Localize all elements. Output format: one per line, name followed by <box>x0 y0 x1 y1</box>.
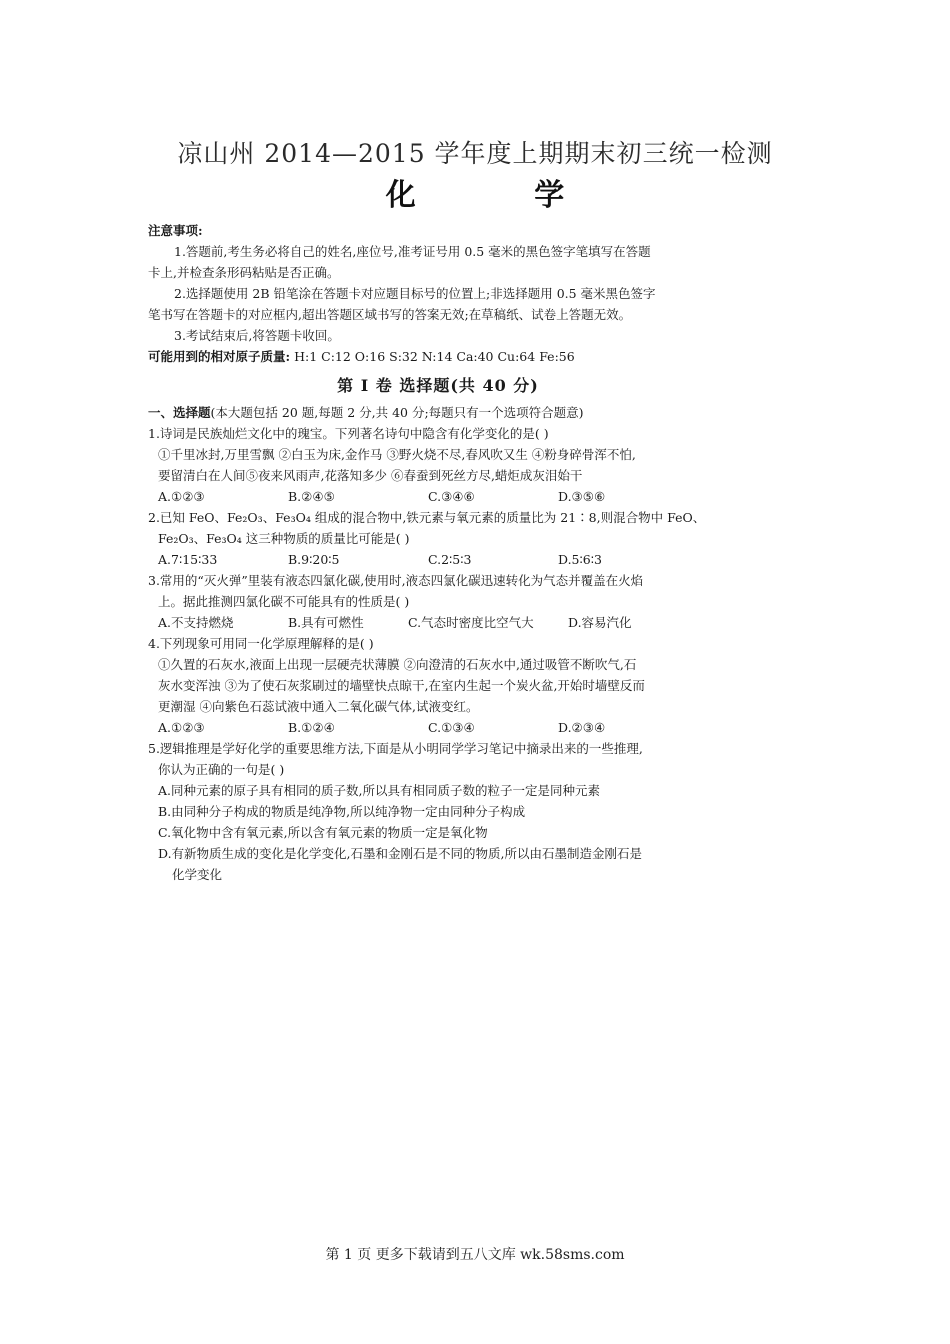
question-3-stem: 3.常用的“灭火弹”里装有液态四氯化碳,使用时,液态四氯化碳迅速转化为气态并覆盖在火焰 <box>148 573 644 588</box>
question-2-option-c: C.2∶5∶3 <box>428 552 472 567</box>
question-2-option-d: D.5∶6∶3 <box>558 552 602 567</box>
question-1 <box>148 423 728 507</box>
question-3-option-a: A.不支持燃烧 <box>158 615 234 630</box>
question-4-stem: 4.下列现象可用同一化学原理解释的是( ) <box>148 636 374 651</box>
question-3-option-d: D.容易汽化 <box>568 615 632 630</box>
page-footer: 第 1 页 更多下载请到五八文库 wk.58sms.com <box>325 1247 625 1263</box>
question-5-option-b: B.由同种分子构成的物质是纯净物,所以纯净物一定由同种分子构成 <box>158 804 526 819</box>
question-4-line-4: 更潮湿 ④向紫色石蕊试液中通入二氧化碳气体,试液变红。 <box>158 699 479 714</box>
exam-title: 凉山州 2014—2015 学年度上期期末初三统一检测 <box>177 139 773 168</box>
exam-content <box>148 220 728 885</box>
question-1-option-d: D.③⑤⑥ <box>558 489 606 504</box>
question-2-stem: 2.已知 FeO、Fe₂O₃、Fe₃O₄ 组成的混合物中,铁元素与氧元素的质量比为 21∶8,则混合物中 FeO、 <box>148 510 706 525</box>
question-4-option-c: C.①③④ <box>428 720 475 735</box>
question-3-line-2: 上。据此推测四氯化碳不可能具有的性质是( ) <box>158 594 410 609</box>
question-5-option-a: A.同种元素的原子具有相同的质子数,所以具有相同质子数的粒子一定是同种元素 <box>158 783 600 798</box>
question-5-option-c: C.氧化物中含有氧元素,所以含有氧元素的物质一定是氧化物 <box>158 825 488 840</box>
question-2 <box>148 507 728 570</box>
question-2-line-2: Fe₂O₃、Fe₃O₄ 这三种物质的质量比可能是( ) <box>158 531 410 546</box>
question-2-options <box>148 549 728 570</box>
question-1-options <box>148 486 728 507</box>
notice-item-3: 3.考试结束后,将答题卡收回。 <box>174 328 340 343</box>
question-4-options <box>148 717 728 738</box>
notice-item-1-line-1: 1.答题前,考生务必将自己的姓名,座位号,准考证号用 0.5 毫米的黑色签字笔填写在答题 <box>174 244 651 259</box>
atomic-mass-label: 可能用到的相对原子质量: <box>148 349 291 364</box>
question-3 <box>148 570 728 633</box>
question-4-line-2: ①久置的石灰水,液面上出现一层硬壳状薄膜 ②向澄清的石灰水中,通过吸管不断吹气,石 <box>158 657 637 672</box>
question-3-options <box>148 612 728 633</box>
question-3-option-b: B.具有可燃性 <box>288 615 364 630</box>
question-5-stem: 5.逻辑推理是学好化学的重要思维方法,下面是从小明同学学习笔记中摘录出来的一些推理, <box>148 741 643 756</box>
question-4-option-b: B.①②④ <box>288 720 335 735</box>
question-2-option-a: A.7∶15∶33 <box>158 552 218 567</box>
question-1-option-b: B.②④⑤ <box>288 489 335 504</box>
notice-item-2-line-2: 笔书写在答题卡的对应框内,超出答题区域书写的答案无效;在草稿纸、试卷上答题无效。 <box>148 307 632 322</box>
question-1-stem: 1.诗词是民族灿烂文化中的瑰宝。下列著名诗句中隐含有化学变化的是( ) <box>148 426 549 441</box>
part-description: (本大题包括 20 题,每题 2 分,共 40 分;每题只有一个选项符合题意) <box>210 405 584 420</box>
question-1-line-3: 要留清白在人间⑤夜来风雨声,花落知多少 ⑥春蚕到死丝方尽,蜡炬成灰泪始干 <box>158 468 583 483</box>
notice-item-2-line-1: 2.选择题使用 2B 铅笔涂在答题卡对应题目标号的位置上;非选择题用 0.5 毫米黑色签字 <box>174 286 656 301</box>
question-3-option-c: C.气态时密度比空气大 <box>408 615 534 630</box>
atomic-mass-values: H:1 C:12 O:16 S:32 N:14 Ca:40 Cu:64 Fe:56 <box>294 349 575 364</box>
notice-heading: 注意事项: <box>148 223 203 238</box>
question-1-option-a: A.①②③ <box>158 489 205 504</box>
question-4 <box>148 633 728 738</box>
question-5-option-d-continued: 化学变化 <box>172 867 223 882</box>
question-2-option-b: B.9∶20∶5 <box>288 552 340 567</box>
question-5 <box>148 738 728 885</box>
question-4-option-a: A.①②③ <box>158 720 205 735</box>
question-1-line-2: ①千里冰封,万里雪飘 ②白玉为床,金作马 ③野火烧不尽,春风吹又生 ④粉身碎骨浑不怕, <box>158 447 636 462</box>
atomic-mass-line <box>148 346 728 367</box>
section-title: 第 Ⅰ 卷 选择题(共 40 分) <box>337 376 539 395</box>
question-4-line-3: 灰水变浑浊 ③为了使石灰浆刷过的墙壁快点晾干,在室内生起一个炭火盆,开始时墙壁反而 <box>158 678 645 693</box>
part-label: 一、选择题 <box>148 405 211 420</box>
question-1-option-c: C.③④⑥ <box>428 489 475 504</box>
part-heading <box>148 402 728 423</box>
notice-item-1-line-2: 卡上,并检查条形码粘贴是否正确。 <box>148 265 340 280</box>
question-5-line-2: 你认为正确的一句是( ) <box>158 762 285 777</box>
question-4-option-d: D.②③④ <box>558 720 606 735</box>
subject-title: 化 学 <box>385 178 619 213</box>
question-5-option-d: D.有新物质生成的变化是化学变化,石墨和金刚石是不同的物质,所以由石墨制造金刚石是 <box>158 846 642 861</box>
